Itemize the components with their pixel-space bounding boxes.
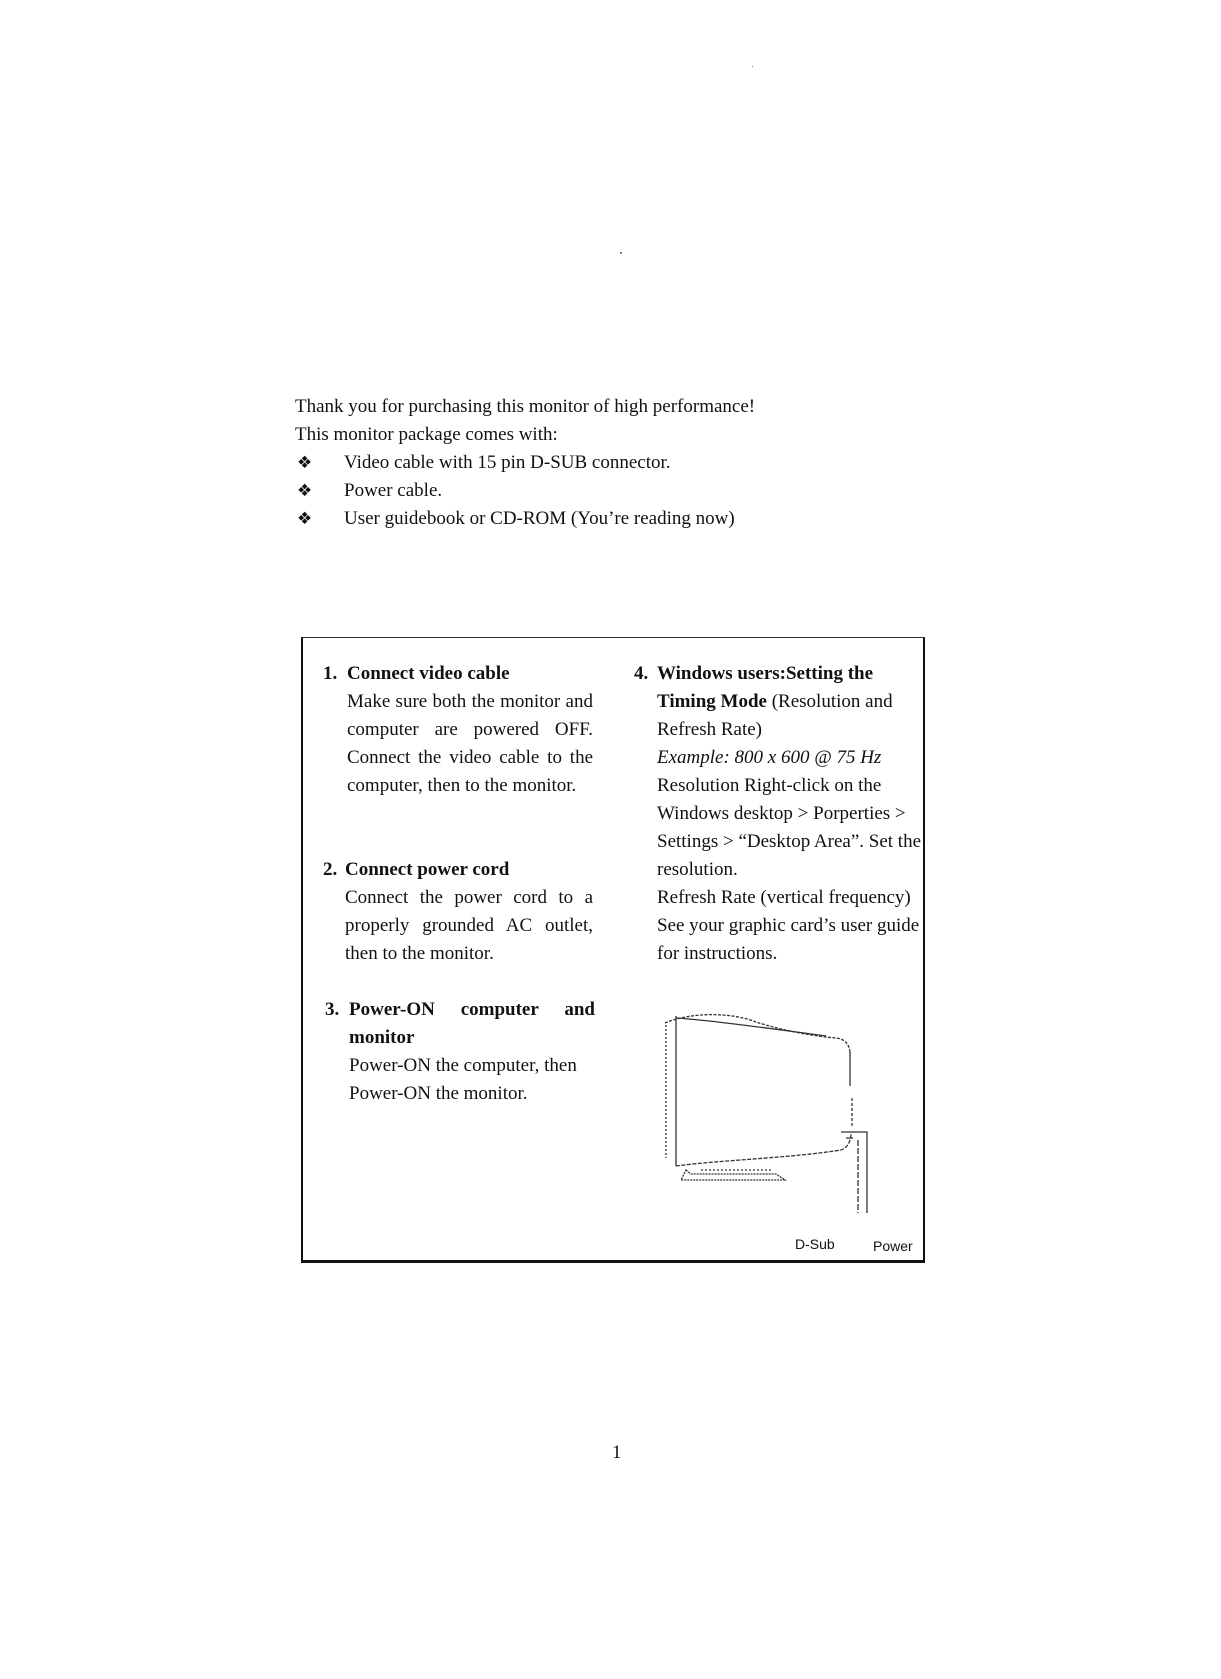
step-body: Make sure both the monitor and computer are powered OFF. Connect the video cable to the computer, then to the monitor. <box>347 691 593 796</box>
diamond-bullet-icon: ❖ <box>297 481 313 501</box>
step-body: Power-ON the computer, then Power-ON the monitor. <box>349 1055 577 1104</box>
power-label: Power <box>873 1238 913 1254</box>
step-windows-timing-mode <box>634 660 924 968</box>
step-title: Connect power cord <box>345 859 510 880</box>
list-item <box>295 505 895 533</box>
step-number: 1. <box>323 663 338 684</box>
timing-mode-label: Timing Mode <box>657 691 767 712</box>
resolution-instructions: Resolution Right-click on the Windows desktop > Porperties > Settings > “Desktop Area”. Set the resolution. <box>657 775 921 880</box>
thank-you-text: Thank you for purchasing this monitor of high performance! <box>295 396 756 417</box>
diamond-bullet-icon: ❖ <box>297 509 313 529</box>
step-power-on <box>325 996 595 1108</box>
package-contents-list <box>295 449 895 533</box>
intro-section <box>295 393 895 533</box>
list-item <box>295 449 895 477</box>
step-title-continued <box>657 688 924 744</box>
step-connect-power-cord <box>323 856 593 968</box>
crt-monitor-icon <box>661 1008 881 1218</box>
step-connect-video-cable <box>323 660 593 800</box>
scan-speck <box>752 66 753 67</box>
diamond-bullet-icon: ❖ <box>297 453 313 473</box>
list-item-label: User guidebook or CD-ROM (You’re reading now) <box>344 508 735 529</box>
step-number: 2. <box>323 859 338 880</box>
list-item <box>295 477 895 505</box>
step-title: Connect video cable <box>347 663 510 684</box>
package-heading: This monitor package comes with: <box>295 424 558 445</box>
list-item-label: Power cable. <box>344 480 443 501</box>
step-number: 4. <box>634 663 649 684</box>
page-number: 1 <box>612 1442 622 1463</box>
step-title: Windows users:Setting the <box>657 663 874 684</box>
d-sub-label: D-Sub <box>795 1236 835 1252</box>
step-title: Power-ON computer and monitor <box>349 999 595 1048</box>
scan-speck <box>620 252 622 254</box>
step-body: Connect the power cord to a properly grounded AC outlet, then to the monitor. <box>345 887 593 964</box>
step-number: 3. <box>325 999 340 1020</box>
example-text: Example: 800 x 600 @ 75 Hz <box>657 747 882 768</box>
refresh-rate-instructions: Refresh Rate (vertical frequency) See your graphic card’s user guide for instructions. <box>657 887 920 964</box>
list-item-label: Video cable with 15 pin D-SUB connector. <box>344 452 671 473</box>
timing-mode-detail: (Resolution and Refresh Rate) <box>657 691 893 740</box>
